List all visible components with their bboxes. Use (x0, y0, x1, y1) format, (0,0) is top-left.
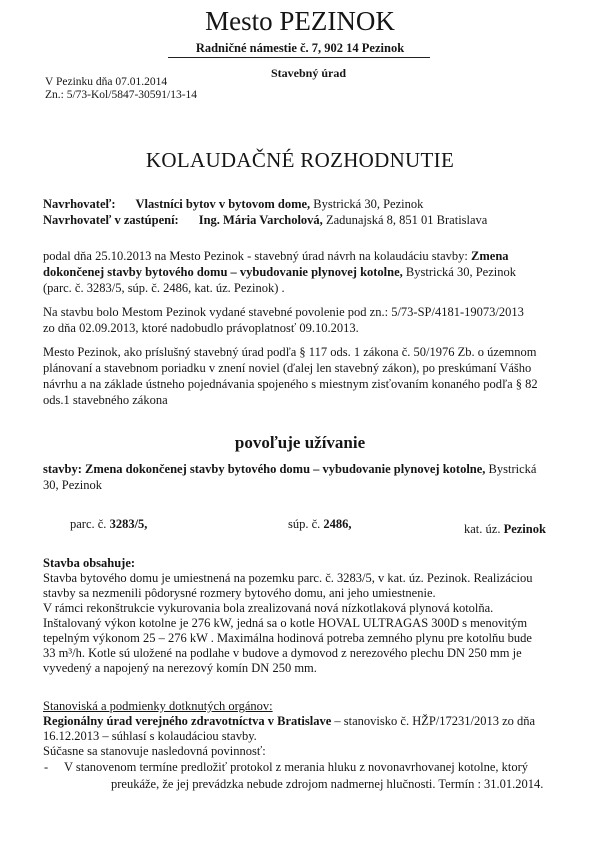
bullet-dash: - (44, 760, 49, 774)
para3-line: ods.1 stavebného zákona (43, 393, 168, 407)
para3-line: plánovaní a stavebnom poriadku v znení noviel (ďalej len stavebný zákon), po preskúmaní Vášho (43, 361, 532, 375)
opinions-ref: – stanovisko č. HŽP/17231/2013 zo dňa (331, 714, 536, 728)
office-address: Radničné námestie č. 7, 902 14 Pezinok (195, 41, 405, 55)
proxy-address: Zadunajská 8, 851 01 Bratislava (322, 213, 488, 227)
registry-number (288, 517, 352, 532)
proxy-name: Ing. Mária Varcholová, (198, 213, 323, 227)
contains-heading: Stavba obsahuje: (43, 556, 136, 570)
registry-value: 2486, (323, 517, 352, 531)
opinions-line: 16.12.2013 – súhlasí s kolaudáciou stavby. (43, 729, 257, 743)
contains-line: stavby sa nezmenili pôdorysné rozmery bytového domu, ani jeho umiestnenie. (43, 586, 436, 600)
applicant-address: Bystrická 30, Pezinok (310, 197, 424, 211)
document-title: KOLAUDAČNÉ ROZHODNUTIE (145, 148, 455, 172)
opinions-line: Súčasne sa stanovuje nasledovná povinnosť: (43, 744, 266, 758)
para1-project-start: Zmena (471, 249, 509, 263)
obligation-line: V stanovenom termíne predložiť protokol z merania hluku z novonavrhovanej kotolne, ktorý (64, 760, 529, 774)
contains-line: V rámci rekonštrukcie vykurovania bola zrealizovaná nová nízkotlaková plynová kotolňa. (43, 601, 494, 615)
city-name: Mesto PEZINOK (205, 6, 395, 36)
applicant-row (43, 197, 423, 212)
parcel-label: parc. č. (70, 517, 110, 531)
applicant-name: Vlastníci bytov v bytovom dome, (135, 197, 311, 211)
contains-line: vyvedený a napojený na nerezový komín DN 250 mm. (43, 661, 317, 675)
cadastral-value: Pezinok (503, 522, 546, 536)
parcel-value: 3283/5, (109, 517, 148, 531)
para1-project-name: dokončenej stavby bytového domu – vybudovanie plynovej kotolne, (43, 265, 403, 279)
para2-line: Na stavbu bolo Mestom Pezinok vydané stavebné povolenie pod zn.: 5/73-SP/4181-19073/2013 (43, 305, 524, 319)
permit-object: stavby: Zmena dokončenej stavby bytového domu – vybudovanie plynovej kotolne, (43, 462, 486, 476)
header-divider (168, 57, 430, 58)
para1-line (43, 249, 509, 264)
opinions-org: Regionálny úrad verejného zdravotníctva v Bratislave (43, 714, 332, 728)
office-name: Stavebný úrad (271, 66, 347, 80)
contains-line: Inštalovaný výkon kotolne je 276 kW, jedná sa o kotle HOVAL ULTRAGAS 300D s menovitým (43, 616, 528, 630)
applicant-label: Navrhovateľ: (43, 197, 116, 211)
opinions-line (43, 714, 535, 729)
para3-line: Mesto Pezinok, ako príslušný stavebný úrad podľa § 117 ods. 1 zákona č. 50/1976 Zb. o územnom (43, 345, 537, 359)
permit-line (43, 462, 536, 477)
cadastral-area (464, 522, 546, 537)
para1-project-address: Bystrická 30, Pezinok (402, 265, 516, 279)
proxy-label: Navrhovateľ v zastúpení: (43, 213, 179, 227)
reference-number: Zn.: 5/73-Kol/5847-30591/13-14 (45, 89, 198, 101)
para1-line: (parc. č. 3283/5, súp. č. 2486, kat. úz. Pezinok) . (43, 281, 285, 295)
para1-text: podal dňa 25.10.2013 na Mesto Pezinok - stavebný úrad návrh na kolaudáciu stavby: (43, 249, 472, 263)
parcel-number (70, 517, 147, 532)
para3-line: návrhu a na základe ústneho pojednávania spojeného s miestnym zisťovaním konaného podľa § 82 (43, 377, 538, 391)
place-date: V Pezinku dňa 07.01.2014 (45, 76, 168, 88)
obligation-line: preukáže, že jej prevádzka nebude zdrojom nadmernej hlučnosti. Termín : 31.01.2014. (111, 777, 544, 791)
opinions-heading: Stanoviská a podmienky dotknutých orgánov: (43, 699, 273, 713)
permit-line: 30, Pezinok (43, 478, 103, 492)
contains-line: Stavba bytového domu je umiestnená na pozemku parc. č. 3283/5, v kat. úz. Pezinok. Realizáciou (43, 571, 533, 585)
para2-line: zo dňa 02.09.2013, ktoré nadobudlo právoplatnosť 09.10.2013. (43, 321, 359, 335)
contains-line: tepelným výkonom 25 – 276 kW . Maximálna hodinová potreba zemného plynu pre kotolňu bude (43, 631, 532, 645)
permit-street: Bystrická (485, 462, 537, 476)
cadastral-label: kat. úz. (464, 522, 504, 536)
proxy-row (43, 213, 487, 228)
decision-heading: povoľuje užívanie (234, 433, 366, 452)
registry-label: súp. č. (288, 517, 324, 531)
para1-line (43, 265, 516, 280)
contains-line: 33 m³/h. Kotle sú uložené na podlahe v budove a dymovod z nerezového plechu DN 250 mm je (43, 646, 522, 660)
